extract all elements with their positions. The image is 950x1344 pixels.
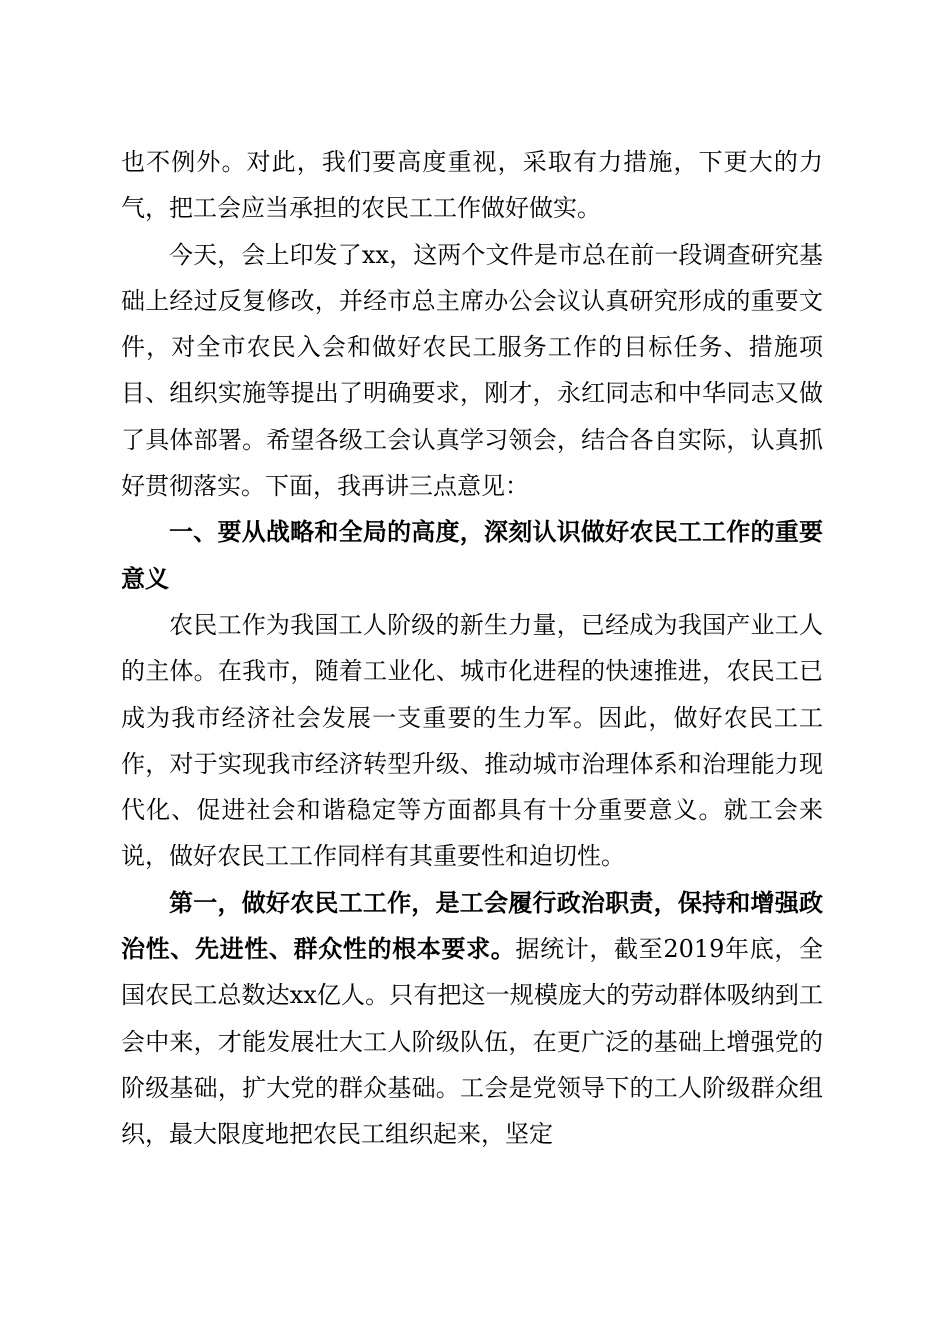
paragraph-migrant-workers-significance: 农民工作为我国工人阶级的新生力量，已经成为我国产业工人的主体。在我市，随着工业化、城市化进程的快速推进，农民工已成为我市经济社会发展一支重要的生力军。因此，做好农民工工作，对于实现我市经济转型升级、推动城市治理体系和治理能力现代化、促进社会和谐稳定等方面都具有十分重要意义。就工会来说，做好农民工工作同样有其重要性和迫切性。 [121, 610, 823, 871]
paragraph-point-one [121, 880, 823, 1158]
section-heading-1: 一、要从战略和全局的高度，深刻认识做好农民工工作的重要意义 [121, 518, 823, 593]
point-one-body: 据统计，截至2019年底，全国农民工总数达xx亿人。只有把这一规模庞大的劳动群体吸纳到工会中来，才能发展壮大工人阶级队伍，在更广泛的基础上增强党的阶级基础，扩大党的群众基础。工会是党领导下的工人阶级群众组织，最大限度地把农民工组织起来，坚定 [121, 935, 824, 1149]
paragraph-continuation: 也不例外。对此，我们要高度重视，采取有力措施，下更大的力气，把工会应当承担的农民工工作做好做实。 [121, 148, 823, 223]
document-body [121, 139, 823, 1158]
point-one-lead-sentence: 第一，做好农民工工作，是工会履行政治职责，保持和增强政治性、先进性、群众性的根本要求。 [121, 887, 823, 964]
paragraph-documents-issued: 今天，会上印发了xx，这两个文件是市总在前一段调查研究基础上经过反复修改，并经市总主席办公会议认真研究形成的重要文件，对全市农民入会和做好农民工服务工作的目标任务、措施项目、组织实施等提出了明确要求，刚才，永红同志和中华同志又做了具体部署。希望各级工会认真学习领会，结合各自实际，认真抓好贯彻落实。下面，我再讲三点意见： [121, 240, 823, 501]
